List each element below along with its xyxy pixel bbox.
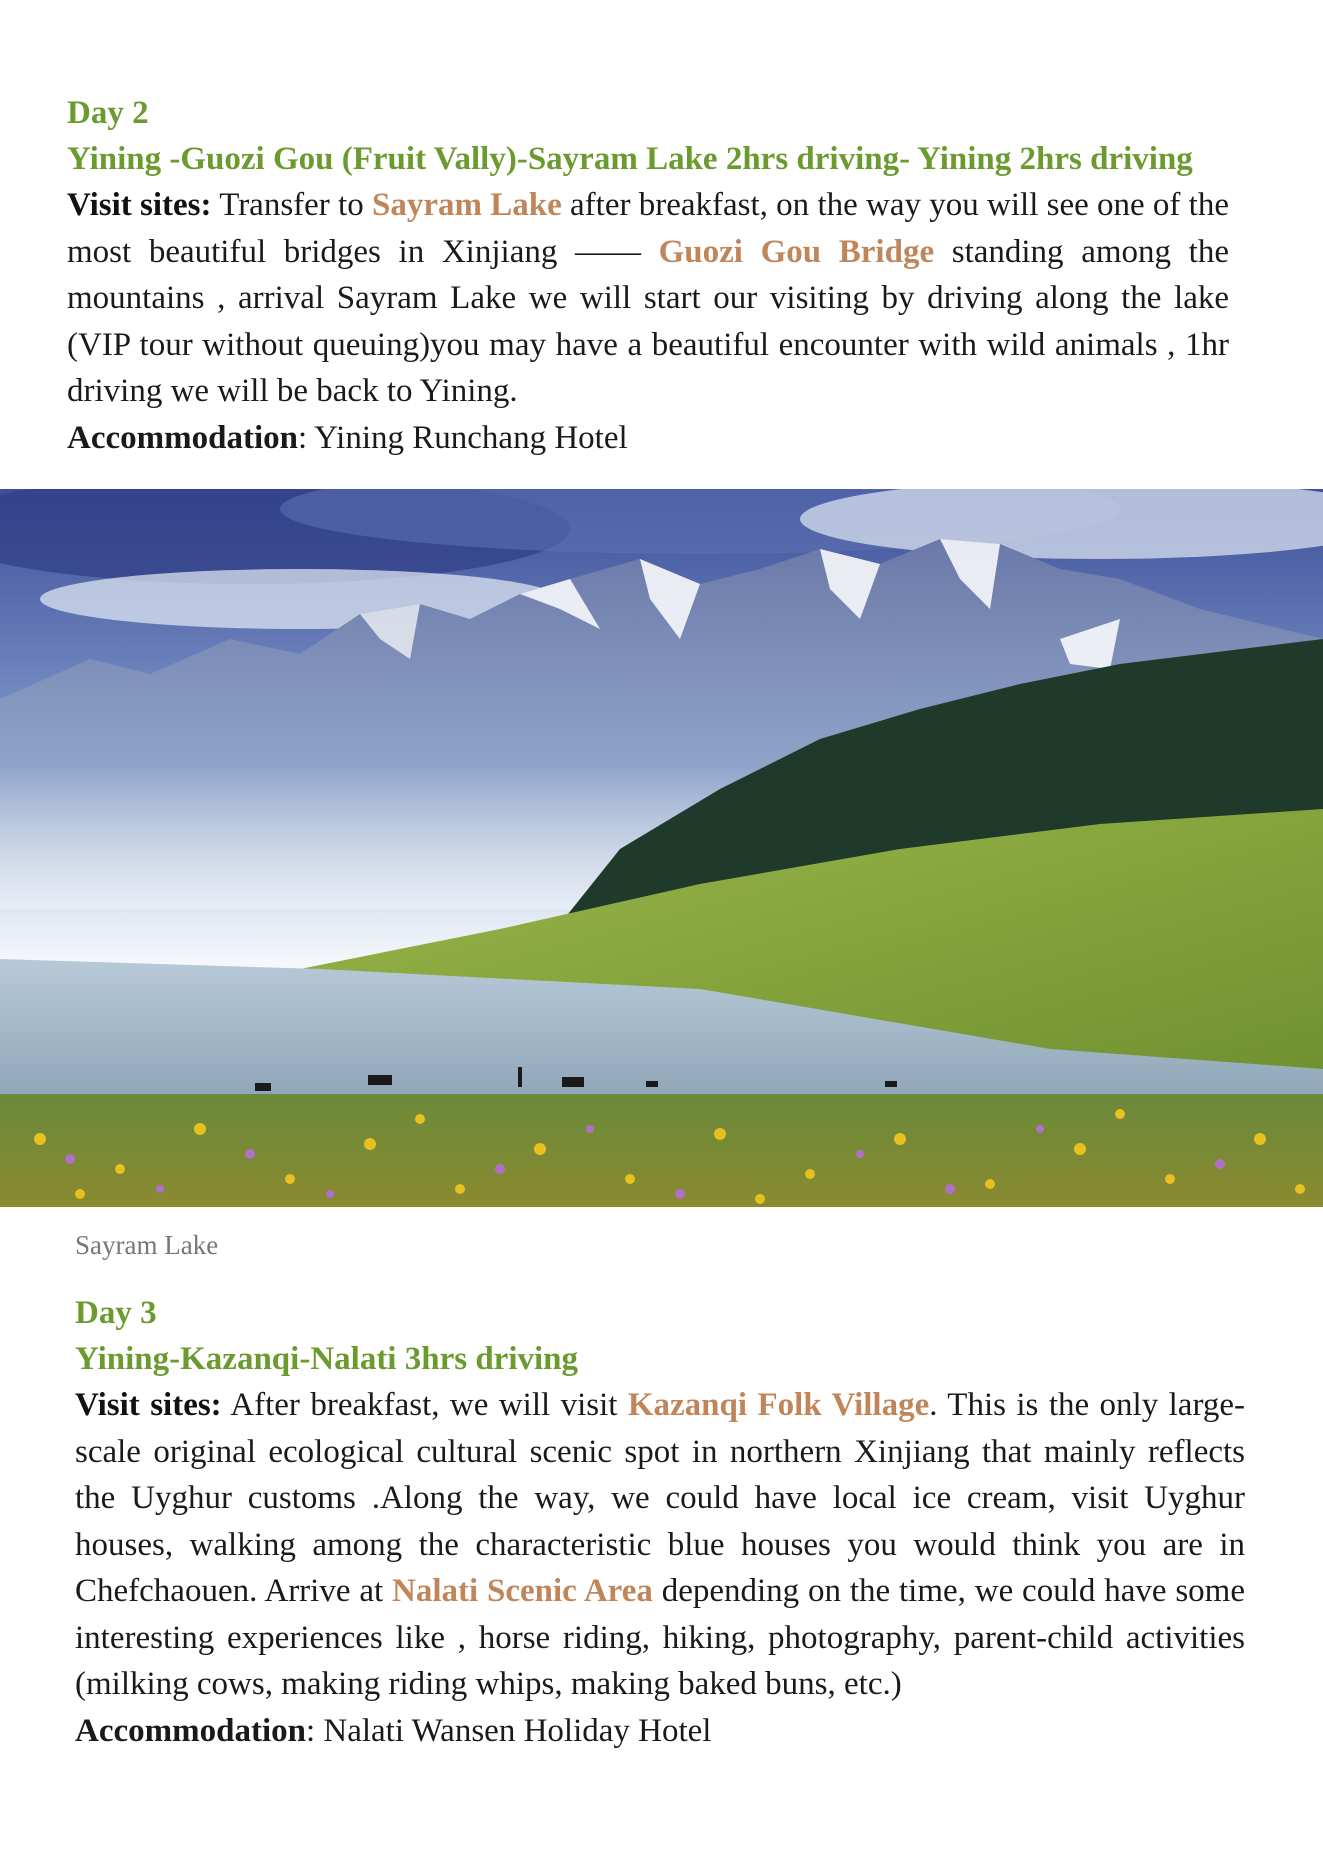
day2-accommodation [67, 415, 1229, 461]
day2-visit-text-2: after breakfast, on the way you will see one of the most beautiful bridges in Xinjiang —— [67, 187, 1229, 270]
day3-section [75, 1290, 1245, 1754]
day3-route: Yining-Kazanqi-Nalati 3hrs driving [75, 1341, 579, 1377]
day3-visit-text-1: After breakfast, we will visit [221, 1387, 628, 1423]
day3-heading: Day 3 [75, 1295, 157, 1331]
day2-visit-paragraph [67, 182, 1229, 415]
day3-accommodation [75, 1708, 1245, 1754]
accommodation-label: Accommodation [67, 419, 298, 456]
sayram-lake-photo [0, 489, 1323, 1207]
kazanqi-folk-village-link: Kazanqi Folk Village [627, 1387, 930, 1423]
visit-sites-label: Visit sites: [67, 187, 212, 223]
day2-visit-text-1: Transfer to [211, 187, 372, 223]
day3-visit-text-3: depending on the time, we could have some interesting experiences like , horse riding, hiking, photography, parent-child activities (milking cows, making riding whips, making baked buns, etc.) [75, 1573, 1245, 1702]
day3-visit-text-2: . This is the only large-scale original ecological cultural scenic spot in northern Xinjiang that mainly reflects the Uyghur customs .Along the way, we could have local ice cream, visit Uyghur houses, walking among the characteristic blue houses you would think you are in Chefchaouen. Arrive at [75, 1387, 1245, 1609]
nalati-scenic-area-link: Nalati Scenic Area [391, 1573, 653, 1609]
visit-sites-label: Visit sites: [75, 1387, 222, 1423]
day2-accommodation-value: : Yining Runchang Hotel [297, 419, 628, 456]
day3-accommodation-value: : Nalati Wansen Holiday Hotel [305, 1712, 712, 1749]
day3-visit-paragraph [75, 1382, 1245, 1708]
day2-visit-text-3: standing among the mountains , arrival Sayram Lake we will start our visiting by driving along the lake (VIP tour without queuing)you may have a beautiful encounter with wild animals , 1hr driving we will be back to Yining. [67, 233, 1229, 409]
day2-section [67, 90, 1229, 461]
photo-caption: Sayram Lake [75, 1230, 219, 1260]
day2-heading: Day 2 [67, 95, 149, 131]
sayram-lake-link: Sayram Lake [372, 187, 562, 223]
guozi-gou-bridge-link: Guozi Gou Bridge [658, 233, 935, 270]
day2-route: Yining -Guozi Gou (Fruit Vally)-Sayram Lake 2hrs driving- Yining 2hrs driving [67, 141, 1193, 177]
accommodation-label: Accommodation [75, 1712, 306, 1749]
